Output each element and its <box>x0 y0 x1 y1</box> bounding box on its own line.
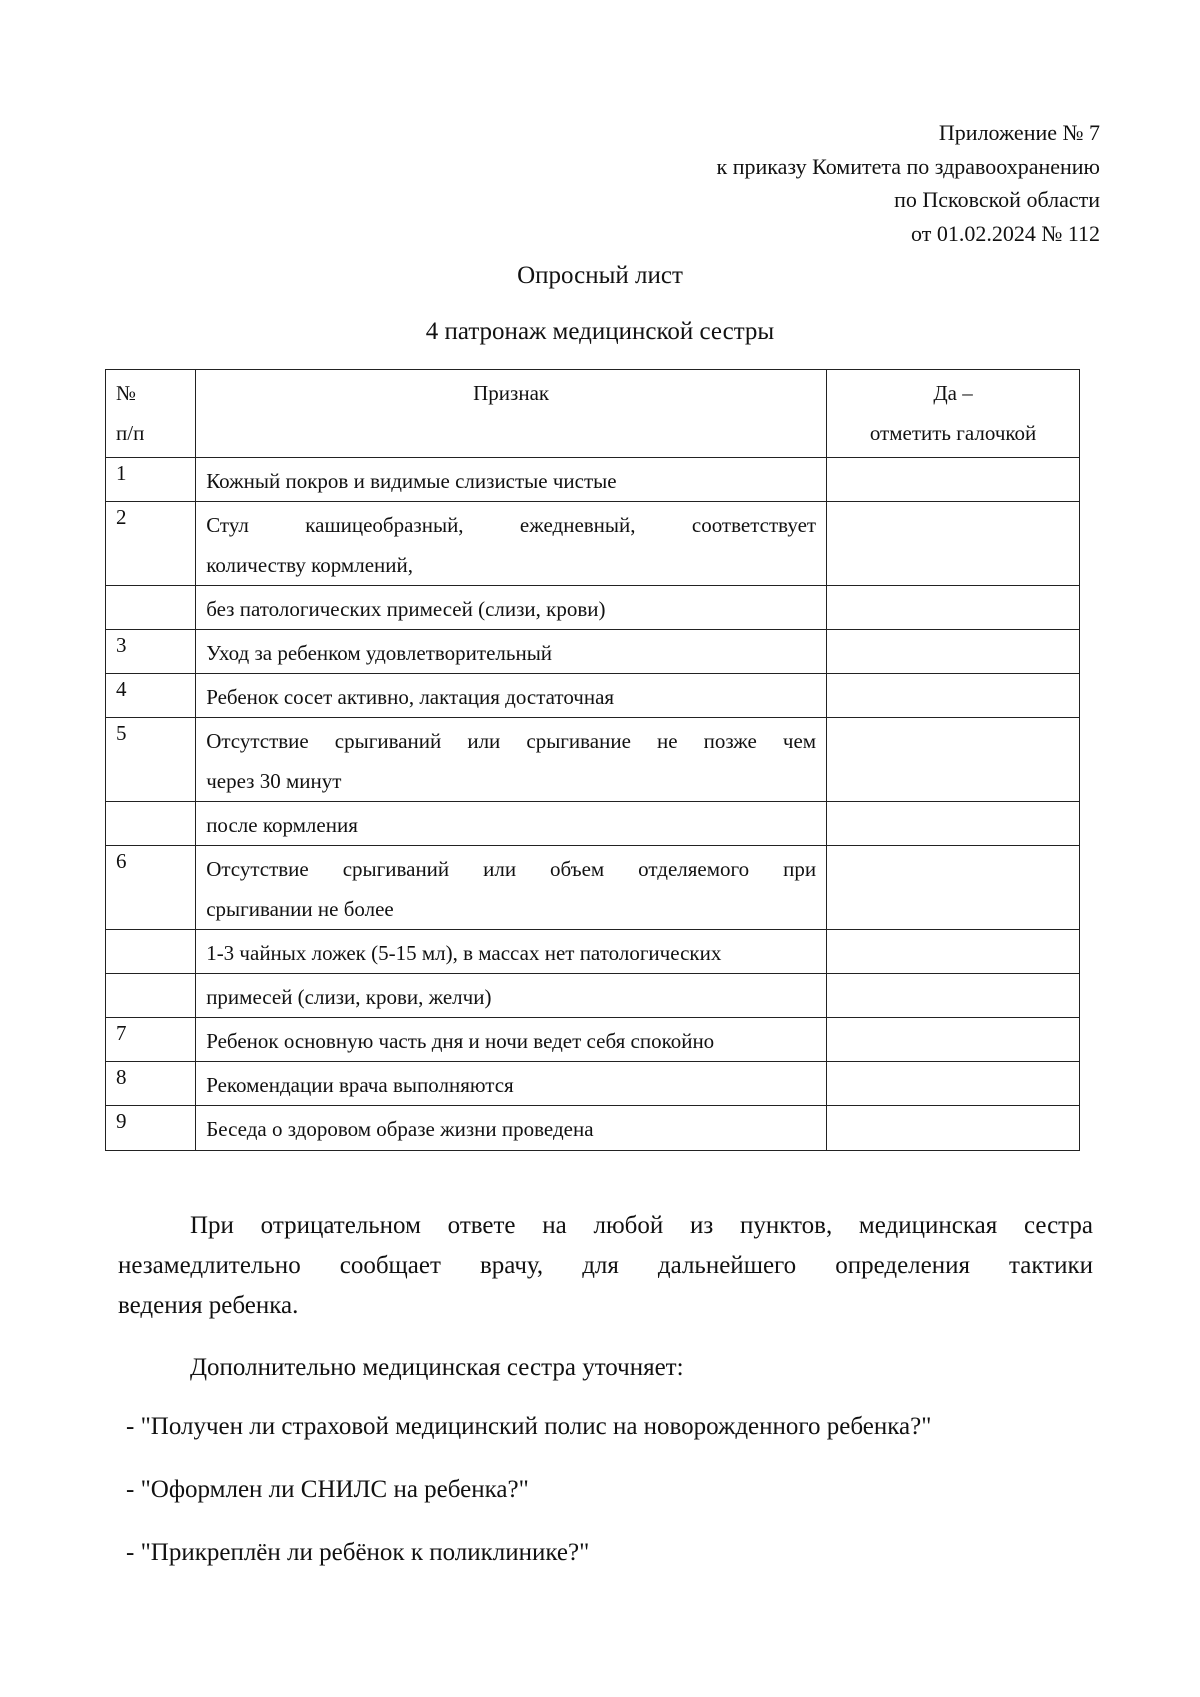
row-sign-text-continued: количеству кормлений, <box>206 553 413 577</box>
row-sign-cell <box>196 718 827 802</box>
row-number-cell <box>106 630 196 674</box>
row-checkmark-cell[interactable] <box>827 930 1080 974</box>
row-checkmark-cell[interactable] <box>827 718 1080 802</box>
row-number: 8 <box>116 1065 127 1089</box>
document-subtitle: 4 патронаж медицинской сестры <box>425 318 775 345</box>
row-sign-text: Ребенок сосет активно, лактация достаточная <box>206 685 615 709</box>
row-number: 6 <box>116 849 127 873</box>
row-sign-cell <box>196 846 827 930</box>
row-checkmark-cell[interactable] <box>827 458 1080 502</box>
row-checkmark-cell[interactable] <box>827 674 1080 718</box>
row-number: 5 <box>116 721 127 745</box>
row-sign-cell <box>196 502 827 586</box>
appendix-header <box>717 116 1100 250</box>
header-yes-label-2: отметить галочкой <box>869 421 1037 445</box>
row-sign-text: Кожный покров и видимые слизистые чистые <box>206 469 617 493</box>
row-number <box>116 802 195 805</box>
row-number <box>116 930 195 933</box>
row-checkmark-cell[interactable] <box>827 502 1080 586</box>
table-row <box>106 502 1080 586</box>
row-number: 2 <box>116 505 127 529</box>
question-item: - "Прикреплён ли ребёнок к поликлинике?" <box>126 1539 590 1566</box>
header-line-3: по Псковской области <box>894 187 1100 212</box>
question-item: - "Оформлен ли СНИЛС на ребенка?" <box>126 1476 529 1503</box>
row-sign-text: примесей (слизи, крови, желчи) <box>206 985 492 1009</box>
instruction-line-2: незамедлительно сообщает врачу, для дальнейшего определения тактики <box>118 1252 1093 1279</box>
row-sign-text: Стул кашицеобразный, ежедневный, соответствует <box>206 513 817 537</box>
row-number-cell <box>106 502 196 586</box>
header-yes-cell <box>827 370 1080 458</box>
table-row <box>106 458 1080 502</box>
header-yes-label-1: Да – <box>933 381 973 405</box>
table-row <box>106 586 1080 630</box>
table-row <box>106 802 1080 846</box>
table-row <box>106 674 1080 718</box>
row-number-cell <box>106 1018 196 1062</box>
row-sign-cell <box>196 586 827 630</box>
row-sign-cell <box>196 458 827 502</box>
row-sign-text: Беседа о здоровом образе жизни проведена <box>206 1117 594 1141</box>
row-checkmark-cell[interactable] <box>827 1062 1080 1106</box>
instruction-line-3: ведения ребенка. <box>118 1292 299 1319</box>
row-sign-text: Уход за ребенком удовлетворительный <box>206 641 553 665</box>
row-number-cell <box>106 930 196 974</box>
row-sign-cell <box>196 802 827 846</box>
row-number: 9 <box>116 1109 127 1133</box>
row-number: 1 <box>116 461 127 485</box>
row-number <box>116 974 195 977</box>
table-body <box>106 458 1080 1151</box>
document-title: Опросный лист <box>517 262 683 289</box>
row-number <box>116 586 195 589</box>
row-number-cell <box>106 586 196 630</box>
row-checkmark-cell[interactable] <box>827 846 1080 930</box>
additional-paragraph: Дополнительно медицинская сестра уточняет: <box>190 1354 684 1381</box>
header-line-2: к приказу Комитета по здравоохранению <box>716 153 1100 179</box>
table-row <box>106 718 1080 802</box>
header-sign-label: Признак <box>473 381 550 405</box>
header-line-1: Приложение № 7 <box>938 120 1100 145</box>
row-sign-cell <box>196 674 827 718</box>
table-row <box>106 974 1080 1018</box>
row-checkmark-cell[interactable] <box>827 1106 1080 1151</box>
row-sign-text-continued: срыгивании не более <box>206 897 394 921</box>
row-number: 3 <box>116 633 127 657</box>
row-checkmark-cell[interactable] <box>827 802 1080 846</box>
table-row <box>106 1106 1080 1151</box>
table-row <box>106 930 1080 974</box>
table-header-row <box>106 370 1080 458</box>
row-number-cell <box>106 1106 196 1151</box>
row-number-cell <box>106 802 196 846</box>
instruction-paragraph <box>118 1206 1093 1326</box>
row-number-cell <box>106 1062 196 1106</box>
table-row <box>106 846 1080 930</box>
row-sign-text: после кормления <box>206 813 358 837</box>
header-num-label-1: № <box>116 381 137 405</box>
row-number-cell <box>106 458 196 502</box>
row-checkmark-cell[interactable] <box>827 586 1080 630</box>
row-number-cell <box>106 718 196 802</box>
row-sign-text: 1-3 чайных ложек (5-15 мл), в массах нет патологических <box>206 941 722 965</box>
row-sign-cell <box>196 1018 827 1062</box>
row-sign-text: Отсутствие срыгиваний или срыгивание не позже чем <box>206 729 817 753</box>
row-sign-text: без патологических примесей (слизи, крови) <box>206 597 606 621</box>
header-sign-cell <box>196 370 827 458</box>
table-row <box>106 1018 1080 1062</box>
row-sign-text-continued: через 30 минут <box>206 769 342 793</box>
question-item: - "Получен ли страховой медицинский полис на новорожденного ребенка?" <box>126 1413 932 1440</box>
row-sign-cell <box>196 1106 827 1151</box>
row-checkmark-cell[interactable] <box>827 630 1080 674</box>
row-sign-text: Рекомендации врача выполняются <box>206 1073 514 1097</box>
row-checkmark-cell[interactable] <box>827 1018 1080 1062</box>
row-sign-text: Ребенок основную часть дня и ночи ведет себя спокойно <box>206 1029 715 1053</box>
row-number: 7 <box>116 1021 127 1045</box>
header-num-label-2: п/п <box>116 421 145 445</box>
row-sign-cell <box>196 1062 827 1106</box>
header-line-4: от 01.02.2024 № 112 <box>911 220 1100 246</box>
table-row <box>106 630 1080 674</box>
row-checkmark-cell[interactable] <box>827 974 1080 1018</box>
instruction-line-1: При отрицательном ответе на любой из пунктов, медицинская сестра <box>190 1212 1093 1239</box>
row-number: 4 <box>116 677 127 701</box>
questionnaire-table <box>105 369 1080 1151</box>
table-row <box>106 1062 1080 1106</box>
row-number-cell <box>106 974 196 1018</box>
row-sign-text: Отсутствие срыгиваний или объем отделяемого при <box>206 857 817 881</box>
row-sign-cell <box>196 930 827 974</box>
header-num-cell <box>106 370 196 458</box>
row-number-cell <box>106 674 196 718</box>
row-sign-cell <box>196 974 827 1018</box>
row-number-cell <box>106 846 196 930</box>
row-sign-cell <box>196 630 827 674</box>
